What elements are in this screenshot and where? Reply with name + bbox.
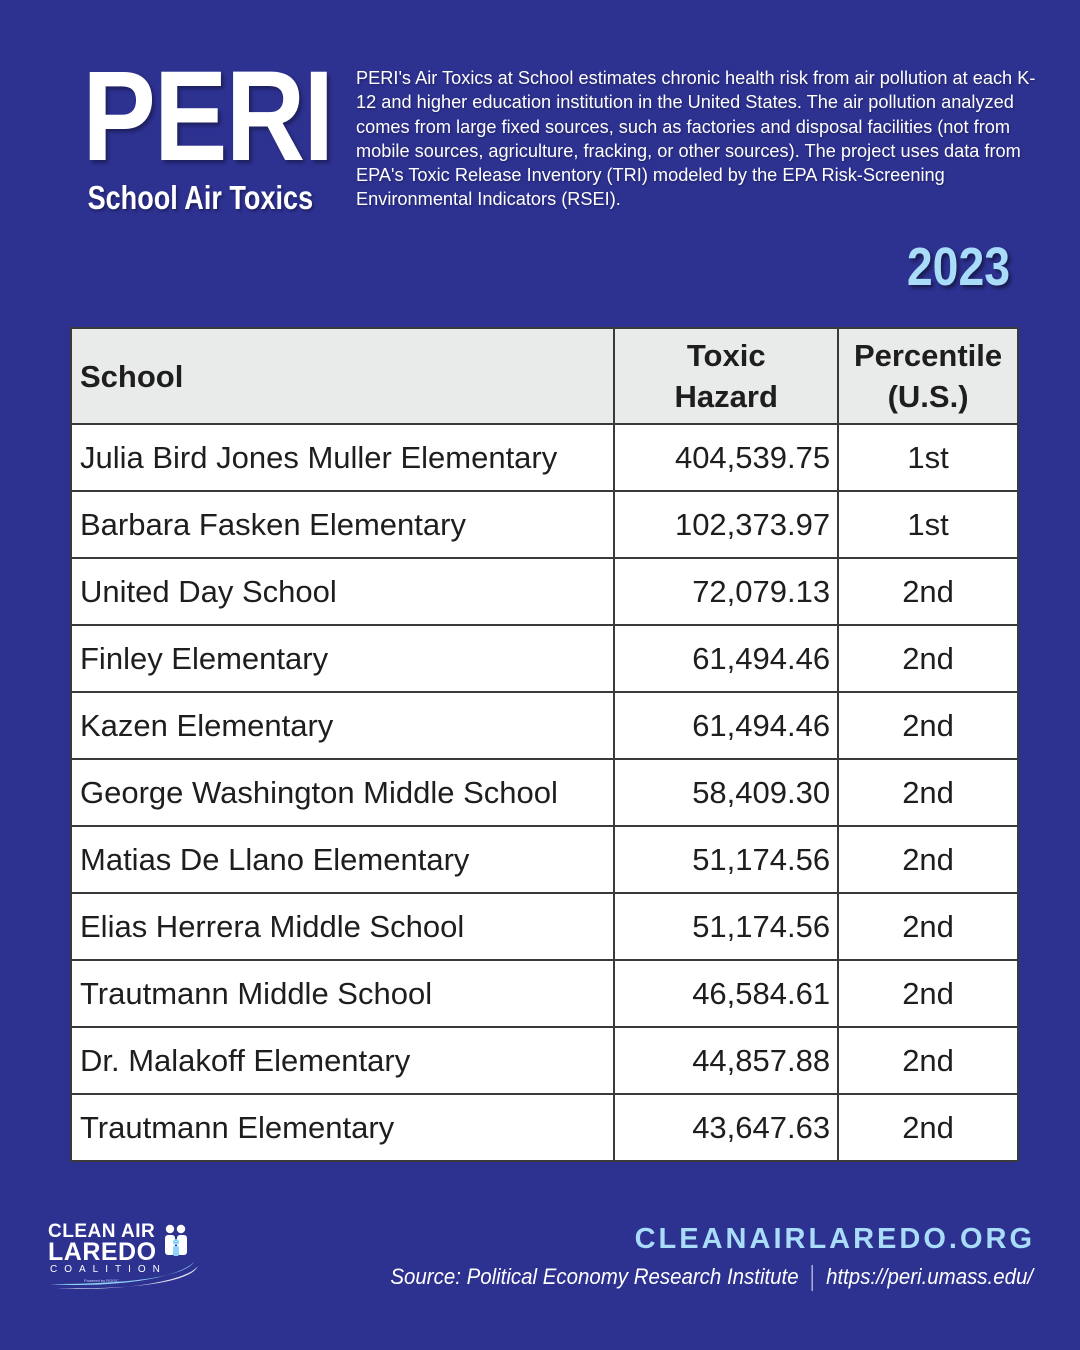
logo-text-powered-by: Powered by RGISC (84, 1278, 119, 1283)
table-row (71, 960, 1018, 1027)
header-hazard-line1: Toxic (686, 338, 766, 373)
header-hazard-line2: Hazard (674, 379, 778, 414)
cell-percentile: 1st (838, 424, 1018, 491)
column-header-toxic-hazard (614, 328, 838, 424)
cell-toxic-hazard: 72,079.13 (614, 558, 838, 625)
cell-school: George Washington Middle School (71, 759, 614, 826)
cell-percentile: 2nd (838, 826, 1018, 893)
table-row (71, 1094, 1018, 1161)
cell-toxic-hazard: 46,584.61 (614, 960, 838, 1027)
cell-toxic-hazard: 58,409.30 (614, 759, 838, 826)
table-row (71, 893, 1018, 960)
brand-subtitle: School Air Toxics (87, 179, 314, 216)
cell-percentile: 1st (838, 491, 1018, 558)
column-header-school: School (71, 328, 614, 424)
cell-percentile: 2nd (838, 960, 1018, 1027)
cell-school: Barbara Fasken Elementary (71, 491, 614, 558)
brand-title: PERI (82, 45, 333, 188)
cell-toxic-hazard: 404,539.75 (614, 424, 838, 491)
cell-school: Finley Elementary (71, 625, 614, 692)
peri-brand (64, 45, 333, 216)
cell-toxic-hazard: 44,857.88 (614, 1027, 838, 1094)
cell-school: Kazen Elementary (71, 692, 614, 759)
cell-toxic-hazard: 43,647.63 (614, 1094, 838, 1161)
table-row (71, 491, 1018, 558)
table-row (71, 759, 1018, 826)
cell-school: Matias De Llano Elementary (71, 826, 614, 893)
cell-school: Elias Herrera Middle School (71, 893, 614, 960)
cell-school: Trautmann Elementary (71, 1094, 614, 1161)
cell-percentile: 2nd (838, 625, 1018, 692)
table-row (71, 424, 1018, 491)
header-percentile-line2: (U.S.) (887, 379, 969, 414)
header-percentile-line1: Percentile (853, 338, 1003, 373)
cell-toxic-hazard: 51,174.56 (614, 893, 838, 960)
table-row (71, 1027, 1018, 1094)
logo-text-coalition: COALITION (50, 1264, 167, 1275)
intro-description: PERI's Air Toxics at School estimates chronic health risk from air pollution at each K-12 and higher education institution in the United States. The air pollution analyzed comes from large fixed sources, such as factories and disposal facilities (not from mobile sources, agriculture, fracking, or other sources). The project uses data from EPA's Toxic Release Inventory (TRI) modeled by the EPA Risk-Screening Environmental Indicators (RSEI). (356, 68, 1036, 210)
source-url-link[interactable]: https://peri.umass.edu/ (826, 1264, 1033, 1289)
separator-divider (812, 1265, 813, 1291)
cell-school: United Day School (71, 558, 614, 625)
cell-percentile: 2nd (838, 759, 1018, 826)
cell-toxic-hazard: 61,494.46 (614, 692, 838, 759)
source-label: Source: Political Economy Research Institute (390, 1264, 799, 1289)
table-row (71, 692, 1018, 759)
column-header-percentile (838, 328, 1018, 424)
cell-toxic-hazard: 51,174.56 (614, 826, 838, 893)
cell-percentile: 2nd (838, 692, 1018, 759)
year-label: 2023 (906, 237, 1010, 297)
table-row (71, 558, 1018, 625)
cell-percentile: 2nd (838, 893, 1018, 960)
cell-percentile: 2nd (838, 1094, 1018, 1161)
source-credit (390, 1263, 1033, 1291)
cell-school: Dr. Malakoff Elementary (71, 1027, 614, 1094)
table-row (71, 625, 1018, 692)
cell-school: Trautmann Middle School (71, 960, 614, 1027)
logo-text-laredo: LAREDO (48, 1238, 157, 1266)
cell-toxic-hazard: 102,373.97 (614, 491, 838, 558)
cell-school: Julia Bird Jones Muller Elementary (71, 424, 614, 491)
cell-percentile: 2nd (838, 1027, 1018, 1094)
cell-toxic-hazard: 61,494.46 (614, 625, 838, 692)
cell-percentile: 2nd (838, 558, 1018, 625)
website-link[interactable]: CLEANAIRLAREDO.ORG (634, 1223, 1035, 1255)
table-header-row (71, 328, 1018, 424)
logo-text-clean-air: CLEAN AIR (48, 1221, 156, 1242)
table-row (71, 826, 1018, 893)
clean-air-laredo-logo (46, 1222, 206, 1292)
school-toxics-table (70, 327, 1019, 1162)
